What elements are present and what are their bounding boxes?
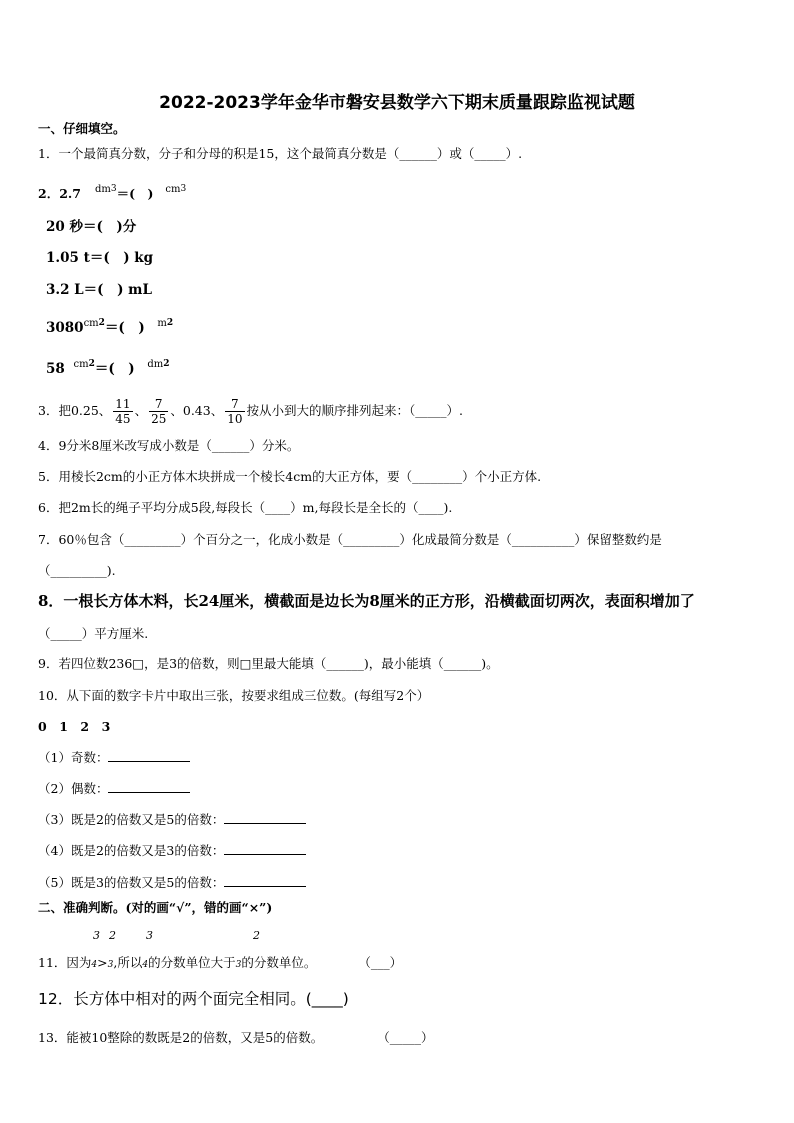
- q10-item-3-blank: [224, 811, 306, 824]
- q11-answer: （___）: [358, 955, 403, 970]
- question-5: 5．用棱长2cm的小正方体木块拼成一个棱长4cm的大正方体，要（________）个小正方体.: [38, 469, 542, 484]
- q11-den-3: 4: [142, 960, 149, 970]
- q11-den-1: 4: [91, 960, 98, 970]
- q2-l5-value: 3080: [46, 320, 84, 336]
- q11-gt: >: [97, 955, 108, 970]
- q10-item-5: [38, 874, 306, 892]
- question-13: [38, 1029, 433, 1047]
- section-2-heading: 二、准确判断。(对的画“√”，错的画“×”): [38, 900, 273, 915]
- q10-item-4-label: （4）既是2的倍数又是3的倍数：: [38, 843, 225, 858]
- question-8-line-2: （_____）平方厘米.: [38, 626, 149, 641]
- q3-f2-numerator: 7: [149, 397, 168, 412]
- q3-fraction-1: [113, 397, 132, 426]
- question-2-line-3: 1.05 t＝( ) kg: [46, 250, 154, 266]
- q3-mid: 、0.43、: [170, 403, 224, 418]
- q2-unit-cm-sup: 3: [180, 184, 187, 194]
- question-2-line-6: [46, 360, 170, 380]
- q2-l6-eq: ＝( ): [94, 361, 135, 377]
- q11-mid: ,所以: [113, 955, 143, 970]
- question-2-line-2: 20 秒＝( )分: [46, 219, 137, 235]
- q3-fraction-2: [149, 397, 168, 426]
- question-12: 12．长方体中相对的两个面完全相同。(____): [38, 990, 349, 1008]
- question-2-line-4: 3.2 L＝( ) mL: [46, 282, 152, 298]
- q2-l6-sup2: 2: [163, 359, 170, 369]
- question-4: 4．9分米8厘米改写成小数是（______）分米。: [38, 438, 300, 453]
- q10-item-2-label: （2）偶数：: [38, 781, 109, 796]
- q2-l5-sup: 2: [98, 318, 105, 328]
- q3-sep1: 、: [134, 403, 148, 418]
- q11-suffix: 的分数单位。: [241, 955, 317, 970]
- question-1: 1．一个最简真分数，分子和分母的积是15，这个最简真分数是（______）或（_____）.: [38, 146, 523, 161]
- question-11: [38, 954, 402, 974]
- q10-item-1-blank: [108, 749, 190, 762]
- q13-answer: （_____）: [377, 1030, 434, 1045]
- q3-f3-denominator: 10: [227, 412, 243, 426]
- q3-suffix: 按从小到大的顺序排列起来：（_____）.: [246, 403, 463, 418]
- q10-item-5-label: （5）既是3的倍数又是5的倍数：: [38, 875, 225, 890]
- q2-l5-unit2: m: [157, 318, 167, 329]
- q2-l6-unit2: dm: [147, 359, 164, 370]
- q10-item-4-blank: [224, 842, 306, 855]
- q2-prefix: 2．2.7: [38, 186, 81, 201]
- q3-fraction-3: [225, 397, 244, 426]
- q11-num-1: 3: [93, 929, 100, 942]
- q11-prefix: 11．因为: [38, 955, 92, 970]
- page-title: 2022-2023学年金华市磐安县数学六下期末质量跟踪监视试题: [159, 93, 635, 113]
- q2-l6-value: 58: [46, 361, 65, 377]
- q2-equals: ＝( ): [116, 186, 154, 201]
- q11-mid2: 的分数单位大于: [148, 955, 236, 970]
- question-10-cards: 0 1 2 3: [38, 719, 111, 734]
- q10-item-1: [38, 749, 190, 767]
- q11-num-2: 2: [109, 929, 116, 942]
- q10-item-3: [38, 811, 306, 829]
- q2-l6-sup: 2: [88, 359, 95, 369]
- q11-den-2: 3: [107, 960, 114, 970]
- question-10: 10．从下面的数字卡片中取出三张，按要求组成三位数。(每组写2个）: [38, 688, 430, 703]
- q2-l5-unit: cm: [83, 318, 99, 329]
- question-7-line-1: 7．60％包含（_________）个百分之一，化成小数是（_________）化成最简分数是（__________）保留整数约是: [38, 532, 662, 547]
- q2-unit-dm: dm: [94, 184, 111, 195]
- question-9: 9．若四位数236□，是3的倍数，则□里最大能填（______)，最小能填（______)。: [38, 656, 499, 671]
- q10-item-2: [38, 780, 190, 798]
- q3-f2-denominator: 25: [151, 412, 167, 426]
- q10-item-3-label: （3）既是2的倍数又是5的倍数：: [38, 812, 225, 827]
- q10-item-4: [38, 842, 306, 860]
- q3-f1-numerator: 11: [115, 397, 131, 411]
- q13-text: 13．能被10整除的数既是2的倍数，又是5的倍数。: [38, 1030, 324, 1045]
- question-2-line-5: [46, 319, 173, 339]
- q11-num-4: 2: [253, 929, 260, 942]
- q2-l6-unit: cm: [73, 359, 89, 370]
- question-3: [38, 392, 463, 430]
- q2-l5-sup2: 2: [166, 318, 174, 328]
- question-8-line-1: 8．一根长方体木料，长24厘米，横截面是边长为8厘米的正方形，沿横截面切两次，表面积增加了: [38, 592, 695, 610]
- q2-unit-cm: cm: [165, 184, 181, 195]
- q3-f1-denominator: 45: [115, 412, 131, 426]
- q11-num-3: 3: [146, 929, 153, 942]
- section-1-heading: 一、仔细填空。: [38, 121, 126, 136]
- q3-prefix: 3．把0.25、: [38, 403, 112, 418]
- question-7-line-2: （_________).: [38, 563, 116, 578]
- question-2-line-1: [38, 185, 186, 205]
- q2-unit-dm-sup: 3: [110, 184, 117, 194]
- question-6: 6．把2m长的绳子平均分成5段,每段长（____）m,每段长是全长的（____).: [38, 500, 453, 515]
- q11-den-4: 3: [235, 960, 242, 970]
- q10-item-1-label: （1）奇数：: [38, 750, 109, 765]
- q10-item-2-blank: [108, 780, 190, 793]
- q10-item-5-blank: [224, 874, 306, 887]
- q2-l5-eq: ＝( ): [104, 320, 145, 336]
- q3-f3-numerator: 7: [225, 397, 244, 412]
